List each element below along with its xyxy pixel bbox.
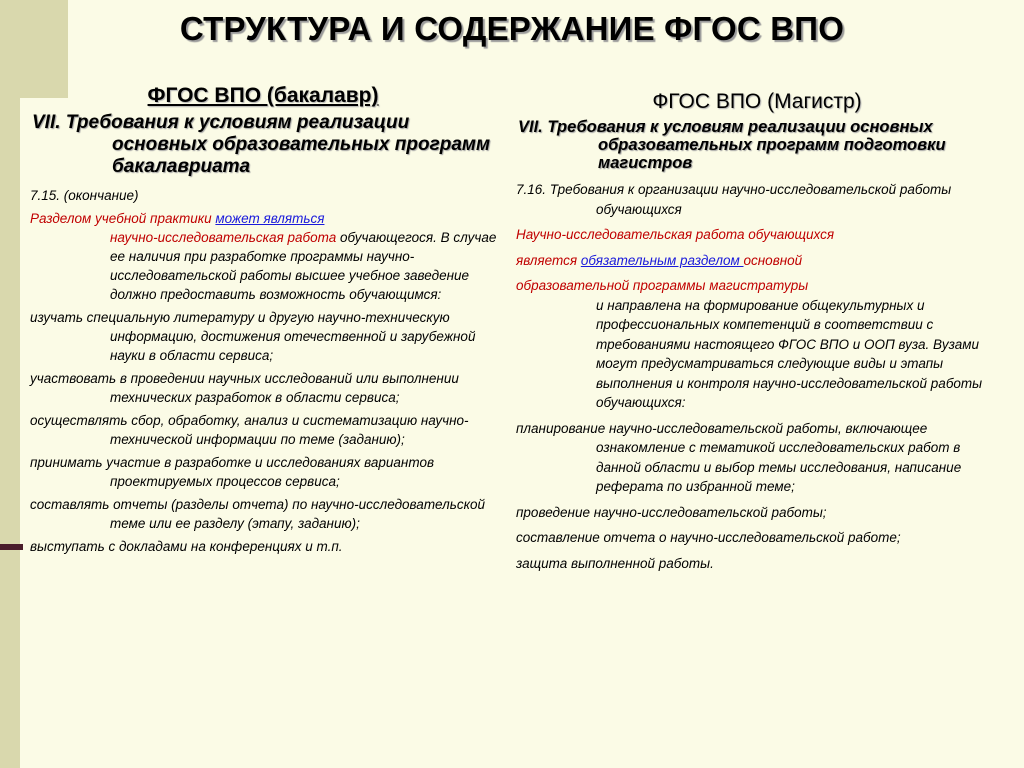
bachelor-heading: ФГОС ВПО (бакалавр) <box>147 84 379 107</box>
list-item: изучать специальную литературу и другую научно-техническую информацию, достижения отечественной и зарубежной науки в области сервиса; <box>30 310 476 363</box>
master-red-line-1 <box>516 225 1002 245</box>
list-item: участвовать в проведении научных исследований или выполнении технических разработок в области сервиса; <box>30 371 459 405</box>
list-item: принимать участие в разработке и исследованиях вариантов проектируемых процессов сервиса; <box>30 455 435 489</box>
list-item: осуществлять сбор, обработку, анализ и систематизацию научно-технической информации по теме (заданию); <box>30 413 469 447</box>
decorative-side-line <box>0 544 23 550</box>
slide-title: СТРУКТУРА И СОДЕРЖАНИЕ ФГОС ВПО <box>179 10 845 47</box>
master-red-line-2 <box>516 251 1002 271</box>
bachelor-intro-red: Разделом учебной практики <box>30 211 216 226</box>
list-item: защита выполненной работы. <box>516 555 714 571</box>
master-column <box>512 90 1002 579</box>
master-section: 7.16. Требования к организации научно-исследовательской работы обучающихся <box>516 182 952 217</box>
master-red-3: основной <box>743 252 803 268</box>
bachelor-intro-rest: обучающегося. В случае ее наличия при разработке программы научно-исследовательской работы высшее учебное заведение должно предоставить возможность обучающимся: <box>110 230 497 302</box>
bachelor-intro-link[interactable]: может являться <box>215 211 325 226</box>
master-intro <box>516 276 1002 413</box>
bachelor-column <box>26 84 500 560</box>
bachelor-subheading: VII. Требования к условиям реализации основных образовательных программ бакалавриата <box>32 112 490 177</box>
master-red-2: является <box>516 252 581 268</box>
master-heading: ФГОС ВПО (Магистр) <box>652 90 862 113</box>
master-intro-rest: и направлена на формирование общекультурных и профессиональных компетенций в соответствии с требованиями настоящего ФГОС ВПО и ООП вуза. Вузами могут предусматриваться следующие виды и этапы выполнения и контроля научно-исследовательской работы обучающихся: <box>596 297 983 410</box>
list-item: проведение научно-исследовательской работы; <box>516 504 827 520</box>
bachelor-section-number: 7.15. (окончание) <box>30 188 139 203</box>
list-item: выступать с докладами на конференциях и т.п. <box>30 539 343 554</box>
decorative-side-bar <box>0 98 20 768</box>
list-item: планирование научно-исследовательской работы, включающее ознакомление с тематикой исследовательских работ в данной области и выбор темы исследования, написание реферата по избранной теме; <box>516 420 962 494</box>
master-link[interactable]: обязательным разделом <box>580 252 744 268</box>
master-red-4: образовательной программы магистратуры <box>516 278 809 293</box>
master-red-1: Научно-исследовательская работа обучающихся <box>516 227 835 242</box>
bachelor-intro <box>30 209 500 304</box>
list-item: составление отчета о научно-исследовательской работе; <box>516 530 901 545</box>
master-subheading: VII. Требования к условиям реализации основных образовательных программ подготовки магистров <box>518 118 946 172</box>
list-item: составлять отчеты (разделы отчета) по научно-исследовательской теме или ее разделу (этапу, заданию); <box>30 497 485 531</box>
bachelor-intro-red2: научно-исследовательская работа <box>110 230 337 245</box>
